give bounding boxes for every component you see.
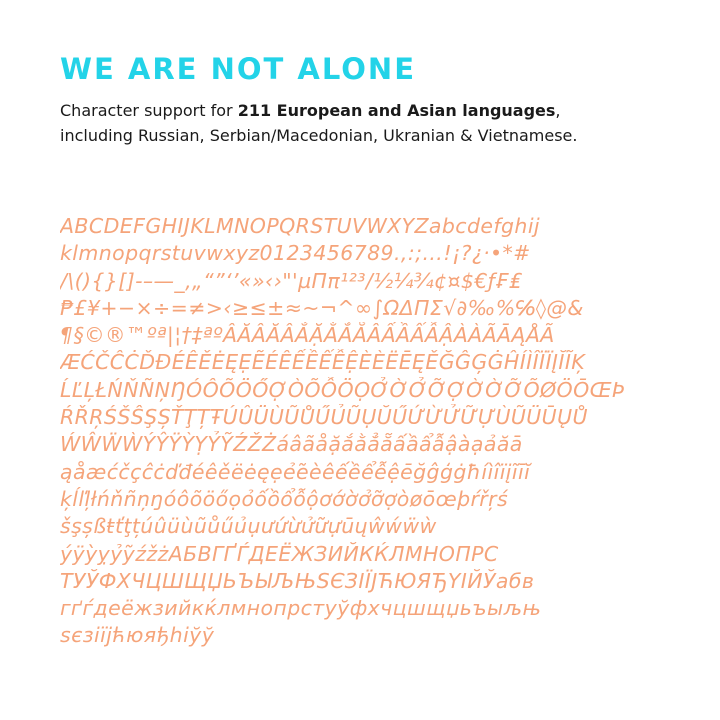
glyph-row: ₱£¥+−×÷=≠>‹≥≤±≈~¬^∞∫ΩΔΠΣ√∂‰%℅◊@& — [60, 295, 584, 320]
glyph-row: ТУЎФХЧЦШЩЏЬЪЫЉЊЅЄЗІЇЈЋЮЯЂҮІЙЎабв — [60, 568, 535, 593]
description-line-2: including Russian, Serbian/Macedonian, Ukranian & Vietnamese. — [60, 126, 578, 145]
glyph-row: /\(){}[]-–—_‚„“”‘’«»‹›"'µΠπ¹²³/½¼¾¢¤$€ƒ₣₤ — [60, 268, 523, 293]
glyph-row: ѕєзіїјћюяђһіўў — [60, 623, 215, 648]
description-line-1-tail: , — [555, 101, 561, 120]
glyph-row: ķĺľļłńňñņŋóôõöőọỏốồổỗộơớờởỡợòøōœþŕřŗś — [60, 486, 509, 511]
language-count-highlight: 211 European and Asian languages — [237, 101, 556, 120]
glyph-row: klmnopqrstuvwxyz0123456789.,:;…!¡?¿·•*# — [60, 241, 531, 266]
language-support-description — [60, 98, 577, 148]
glyph-row: ¶§©®™ºª|¦†‡ªºÂĂÂĂÂẮẶẰẲẴÂẤẦẨẪẬÀÀÃĀĄÅÃ — [60, 323, 555, 348]
glyph-row: ŔŘŖŚŠŜŞȘŤŢȚŦÚÛÜÙŨŮŰỦŨỤŬŰỨỪỬỮỰÙŨÜŪŲŮ — [60, 405, 588, 430]
glyph-row: šşșßŧťţțúûüùũůűủụưứừửữựūųŵẃẅẁ — [60, 514, 437, 539]
glyph-row: ýÿỳỵỷỹźžżАБВГҐЃДЕЁЖЗИЙКЌЛМНОПРС — [60, 541, 499, 566]
glyph-row: ÆĆČĈĊĎĐÉÊĚĖĘẸẼÉÊẾỀỂỄỆÈÈËĒĘĚĞĜĢĠĤÍÌÎÏÏĮĬĨĶ — [60, 350, 586, 375]
glyph-row: ąåæćčçĉċďđéêěëėęẹẻẽèêếềểễệēğĝģġħíìîïįĩīĭ — [60, 459, 531, 484]
description-line-1-lead: Character support for — [60, 101, 238, 120]
description-line-1 — [60, 98, 577, 123]
glyph-row: ĹĽĻŁŃŇÑŅŊÓÔÕÖŐỢÒÕỖÖỌỞỜỞỠỢỜỜỠÕØÖŌŒÞ — [60, 377, 625, 402]
glyph-row: ẂŴẄẀÝŶŸỲỴỶỸŹŽŻáâãåặắằẳẵấầẩẫậàạảăā — [60, 432, 523, 457]
glyph-row: гґѓдеёжзийкќлмнопрстуўфхчцшщџьъыљњ — [60, 596, 542, 621]
glyph-set — [60, 213, 664, 650]
glyph-row: ABCDEFGHIJKLMNOPQRSTUVWXYZabcdefghij — [60, 214, 541, 238]
headline: WE ARE NOT ALONE — [60, 52, 416, 86]
